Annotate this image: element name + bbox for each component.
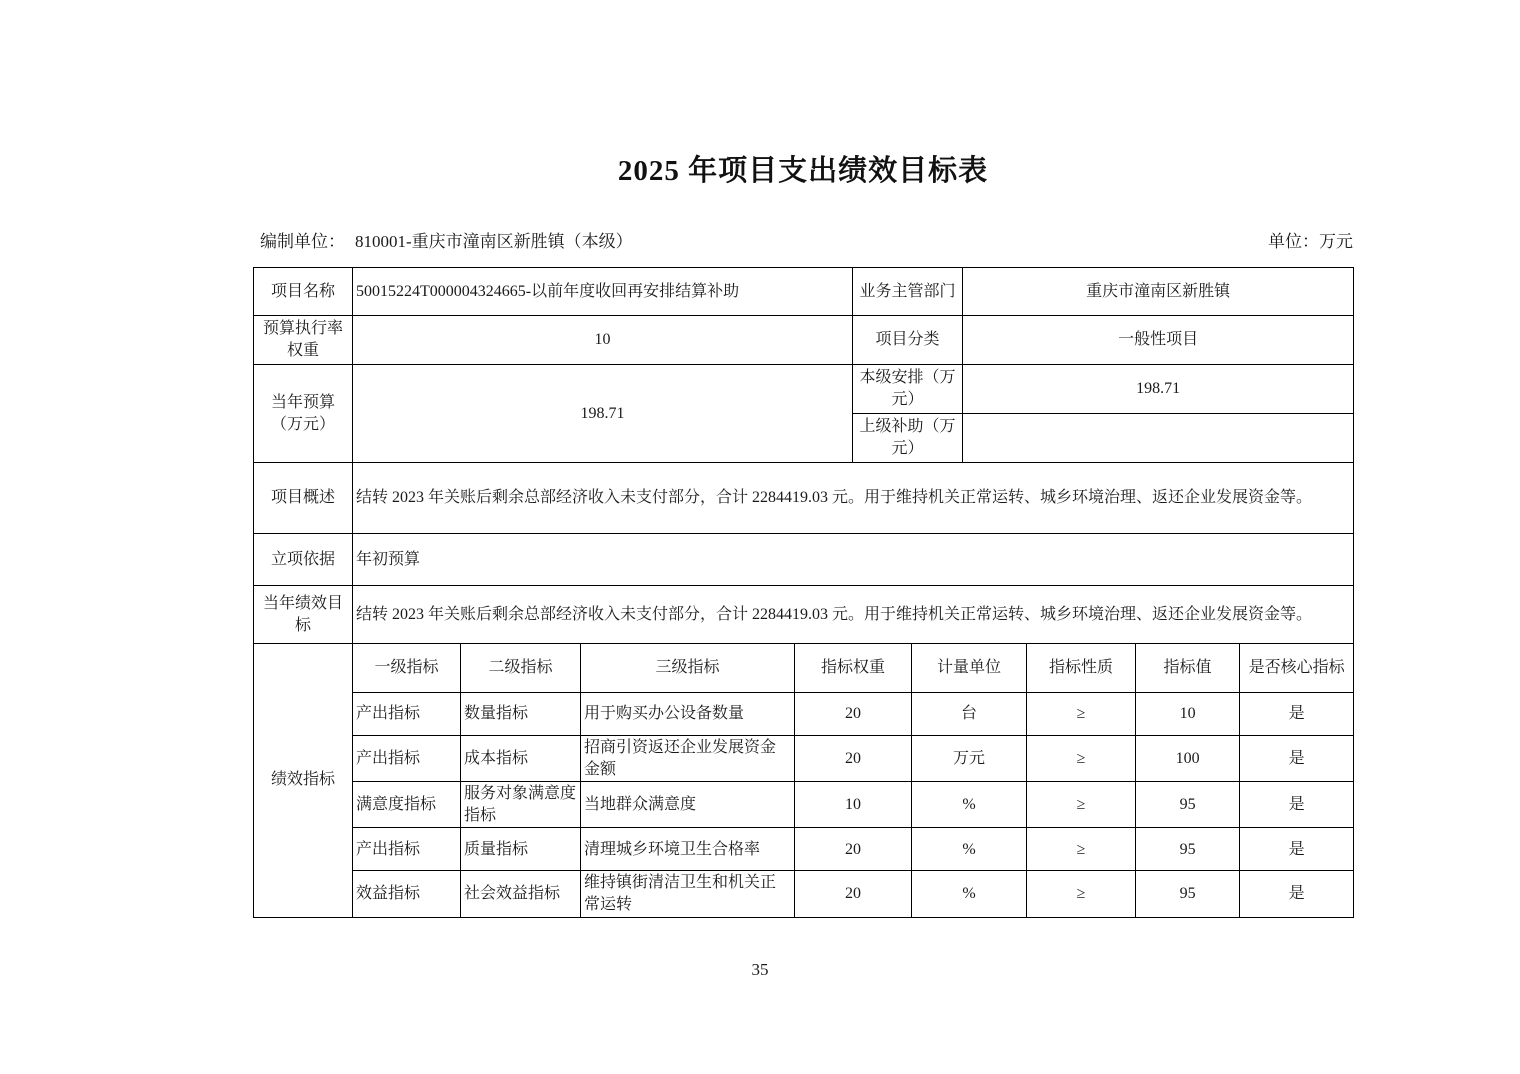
indicator-core: 是 [1240,693,1354,736]
overview-label: 项目概述 [254,463,353,534]
indicator-nature: ≥ [1027,693,1136,736]
table-row [254,463,1354,534]
indicator-row [254,693,1354,736]
indicator-row [254,736,1354,782]
indicator-unit: % [912,871,1027,917]
overview-value: 结转 2023 年关账后剩余总部经济收入未支付部分，合计 2284419.03 元。用于维持机关正常运转、城乡环境治理、返还企业发展资金等。 [353,463,1354,534]
indicator-value: 100 [1136,736,1240,782]
superior-subsidy-value [963,414,1354,463]
indicator-header: 指标性质 [1027,644,1136,693]
indicator-unit: % [912,782,1027,828]
indicator-header: 指标值 [1136,644,1240,693]
unit-note: 单位：万元 [1268,232,1353,251]
indicator-header: 指标权重 [795,644,912,693]
indicator-header: 二级指标 [461,644,581,693]
indicator-weight: 20 [795,828,912,871]
indicator-value: 10 [1136,693,1240,736]
department-value: 重庆市潼南区新胜镇 [963,268,1354,316]
basis-value: 年初预算 [353,534,1354,586]
indicator-header-row [254,644,1354,693]
indicator-weight: 20 [795,693,912,736]
indicator-level2: 社会效益指标 [461,871,581,917]
project-name-label: 项目名称 [254,268,353,316]
indicator-nature: ≥ [1027,736,1136,782]
budget-exec-weight-label: 预算执行率权重 [254,316,353,365]
prepared-by [253,227,633,252]
prepared-by-label: 编制单位： [260,232,345,251]
indicator-level1: 产出指标 [353,828,461,871]
indicator-nature: ≥ [1027,871,1136,917]
indicator-value: 95 [1136,782,1240,828]
indicator-unit: % [912,828,1027,871]
local-arrangement-value: 198.71 [963,365,1354,414]
indicator-level1: 产出指标 [353,736,461,782]
performance-target-table [253,267,1354,918]
indicator-weight: 20 [795,871,912,917]
annual-goal-label: 当年绩效目标 [254,586,353,644]
indicator-header: 一级指标 [353,644,461,693]
indicator-value: 95 [1136,871,1240,917]
indicator-core: 是 [1240,871,1354,917]
project-category-label: 项目分类 [853,316,963,365]
indicator-nature: ≥ [1027,782,1136,828]
indicator-header: 是否核心指标 [1240,644,1354,693]
project-name-value: 50015224T000004324665-以前年度收回再安排结算补助 [353,268,853,316]
meta-row [253,227,1353,252]
indicator-level2: 数量指标 [461,693,581,736]
budget-exec-weight-value: 10 [353,316,853,365]
indicator-row [254,871,1354,917]
indicator-header: 计量单位 [912,644,1027,693]
table-row [254,365,1354,414]
indicator-row [254,828,1354,871]
indicator-core: 是 [1240,782,1354,828]
indicator-unit: 台 [912,693,1027,736]
annual-budget-value: 198.71 [353,365,853,463]
indicator-value: 95 [1136,828,1240,871]
table-row [254,268,1354,316]
page-title: 2025 年项目支出绩效目标表 [617,155,989,187]
indicator-level3: 当地群众满意度 [581,782,795,828]
prepared-by-value: 810001-重庆市潼南区新胜镇（本级） [355,232,633,251]
indicator-core: 是 [1240,828,1354,871]
indicator-core: 是 [1240,736,1354,782]
indicator-level1: 产出指标 [353,693,461,736]
table-row [254,316,1354,365]
indicator-level3: 用于购买办公设备数量 [581,693,795,736]
page-number: 35 [751,960,769,979]
indicator-weight: 20 [795,736,912,782]
annual-budget-label: 当年预算（万元） [254,365,353,463]
indicator-level3: 招商引资返还企业发展资金金额 [581,736,795,782]
indicator-weight: 10 [795,782,912,828]
indicator-nature: ≥ [1027,828,1136,871]
table-row [254,534,1354,586]
table-row [254,586,1354,644]
indicator-unit: 万元 [912,736,1027,782]
indicators-label: 绩效指标 [254,644,353,918]
indicator-level2: 成本指标 [461,736,581,782]
indicator-level2: 质量指标 [461,828,581,871]
indicator-row [254,782,1354,828]
indicator-level3: 维持镇街清洁卫生和机关正常运转 [581,871,795,917]
local-arrangement-label: 本级安排（万元） [853,365,963,414]
indicator-level1: 满意度指标 [353,782,461,828]
superior-subsidy-label: 上级补助（万元） [853,414,963,463]
project-category-value: 一般性项目 [963,316,1354,365]
indicator-level2: 服务对象满意度指标 [461,782,581,828]
indicator-level3: 清理城乡环境卫生合格率 [581,828,795,871]
basis-label: 立项依据 [254,534,353,586]
annual-goal-value: 结转 2023 年关账后剩余总部经济收入未支付部分，合计 2284419.03 元。用于维持机关正常运转、城乡环境治理、返还企业发展资金等。 [353,586,1354,644]
department-label: 业务主管部门 [853,268,963,316]
indicator-header: 三级指标 [581,644,795,693]
indicator-level1: 效益指标 [353,871,461,917]
